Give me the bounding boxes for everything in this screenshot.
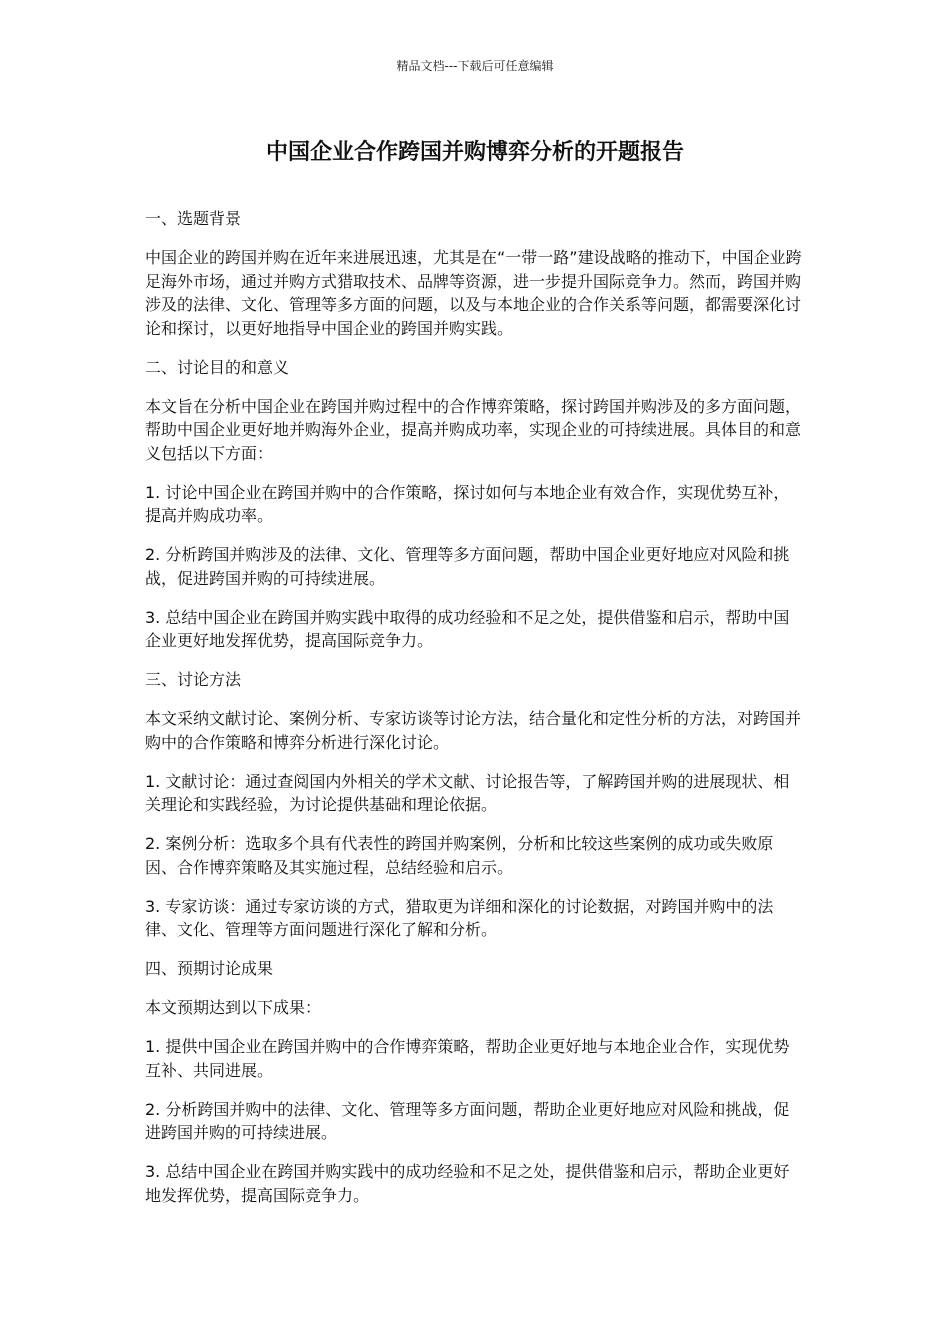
document-body <box>145 207 805 1223</box>
paragraph: 本文预期达到以下成果： <box>145 998 322 1017</box>
list-item: 3. 总结中国企业在跨国并购实践中取得的成功经验和不足之处，提供借鉴和启示，帮助中国企业更好地发挥优势，提高国际竞争力。 <box>145 607 790 650</box>
list-item: 2. 案例分析：选取多个具有代表性的跨国并购案例，分析和比较这些案例的成功或失败原因、合作博弈策略及其实施过程，总结经验和启示。 <box>145 834 774 877</box>
header-note: 精品文档---下载后可任意编辑 <box>396 59 554 73</box>
section-heading-purpose: 二、讨论目的和意义 <box>145 357 290 377</box>
section-heading-methods: 三、讨论方法 <box>145 670 242 689</box>
list-item: 1. 讨论中国企业在跨国并购中的合作策略，探讨如何与本地企业有效合作，实现优势互补，提高并购成功率。 <box>145 482 790 525</box>
paragraph: 本文采纳文献讨论、案例分析、专家访谈等讨论方法，结合量化和定性分析的方法，对跨国并购中的合作策略和博弈分析进行深化讨论。 <box>145 709 802 752</box>
list-item: 1. 提供中国企业在跨国并购中的合作博弈策略，帮助企业更好地与本地企业合作，实现优势互补、共同进展。 <box>145 1037 790 1080</box>
list-item: 3. 总结中国企业在跨国并购实践中的成功经验和不足之处，提供借鉴和启示，帮助企业更好地发挥优势，提高国际竞争力。 <box>145 1162 790 1205</box>
list-item: 2. 分析跨国并购中的法律、文化、管理等多方面问题，帮助企业更好地应对风险和挑战，促进跨国并购的可持续进展。 <box>145 1099 790 1142</box>
document-title: 中国企业合作跨国并购博弈分析的开题报告 <box>265 140 684 165</box>
paragraph: 中国企业的跨国并购在近年来进展迅速，尤其是在“一带一路”建设战略的推动下，中国企业跨足海外市场，通过并购方式猎取技术、品牌等资源，进一步提升国际竞争力。然而，跨国并购涉及的法律、文化、管理等多方面的问题，以及与本地企业的合作关系等问题，都需要深化讨论和探讨，以更好地指导中国企业的跨国并购实践。 <box>145 248 802 338</box>
list-item: 3. 专家访谈：通过专家访谈的方式，猎取更为详细和深化的讨论数据，对跨国并购中的法律、文化、管理等方面问题进行深化了解和分析。 <box>145 896 774 939</box>
section-heading-expected-results: 四、预期讨论成果 <box>145 959 274 978</box>
list-item: 1. 文献讨论：通过查阅国内外相关的学术文献、讨论报告等，了解跨国并购的进展现状、相关理论和实践经验，为讨论提供基础和理论依据。 <box>145 771 790 814</box>
section-heading-background: 一、选题背景 <box>145 209 242 228</box>
paragraph: 本文旨在分析中国企业在跨国并购过程中的合作博弈策略，探讨跨国并购涉及的多方面问题，帮助中国企业更好地并购海外企业，提高并购成功率，实现企业的可持续进展。具体目的和意义包括以下方面： <box>145 396 802 463</box>
list-item: 2. 分析跨国并购涉及的法律、文化、管理等多方面问题，帮助中国企业更好地应对风险和挑战，促进跨国并购的可持续进展。 <box>145 545 790 588</box>
